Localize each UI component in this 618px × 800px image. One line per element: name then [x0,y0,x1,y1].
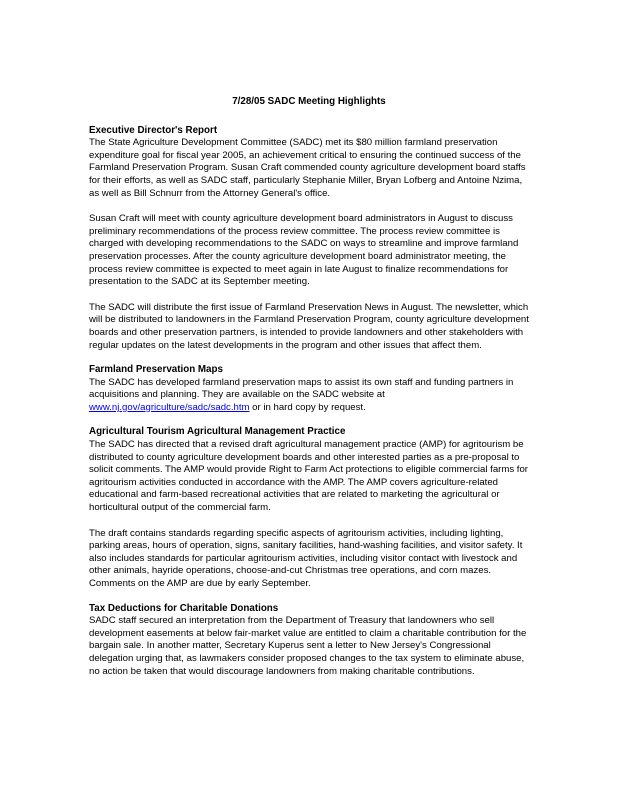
paragraph [89,377,529,415]
section-farmland-preservation-maps [89,364,529,414]
document-title: 7/28/05 SADC Meeting Highlights [232,96,386,107]
paragraph: Susan Craft will meet with county agriculture development board administrators in August to discuss preliminary recommendations of the process review committee. The process review committee is charged with developing recommendations to the SADC on ways to streamline and improve farmland preservation processes. After the county agriculture development board administrator meeting, the process review committee is expected to meet again in late August to finalize recommendations for presentation to the SADC at its September meeting. [89,213,519,288]
paragraph: The SADC will distribute the first issue of Farmland Preservation News in August. The newsletter, which will be distributed to landowners in the Farmland Preservation Program, county agriculture development boards and other preservation partners, is intended to provide landowners and other stakeholders with regular updates on the latest developments in the program and other issues that affect them. [89,301,529,351]
paragraph-text: or in hard copy by request. [249,401,366,413]
section-heading: Agricultural Tourism Agricultural Management Practice [89,426,346,438]
paragraph: SADC staff secured an interpretation from the Department of Treasury that landowners who sell development easements at below fair-market value are entitled to claim a charitable contribution for the bargain sale. In another matter, Secretary Kuperus sent a letter to New Jersey's Congressional delegation urging that, as lawmakers consider proposed changes to the tax system to eliminate abuse, no action be taken that would discourage landowners from making charitable contributions. [89,615,527,677]
section-heading: Executive Director's Report [89,124,218,136]
section-tax-deductions [89,603,529,679]
paragraph: The State Agriculture Development Committee (SADC) met its $80 million farmland preservation expenditure goal for fiscal year 2005, an achievement critical to ensuring the continued success of the Farmland Preservation Program. Susan Craft commended county agriculture development board staffs for their efforts, as well as SADC staff, particularly Stephanie Miller, Bryan Lofberg and Antoine Nzima, as well as Bill Schnurr from the Attorney General's office. [89,137,526,199]
paragraph-text: The SADC has developed farmland preservation maps to assist its own staff and funding partners in acquisitions and planning. They are available on the SADC website at [89,376,514,401]
sadc-website-link[interactable]: www.nj.gov/agriculture/sadc/sadc.htm [89,401,250,413]
paragraph: The SADC has directed that a revised draft agricultural management practice (AMP) for agritourism be distributed to county agriculture development boards and other interested parties as a pre-proposal to solicit comments. The AMP would provide Right to Farm Act protections to eligible commercial farms for agritourism activities conducted in accordance with the AMP. The AMP covers agriculture-related educational and farm-based recreational activities that are related to marketing the agricultural or horticultural output of the commercial farm. [89,439,528,514]
section-executive-directors-report [89,125,529,353]
section-heading: Tax Deductions for Charitable Donations [89,602,279,614]
section-heading: Farmland Preservation Maps [89,364,223,376]
section-agritourism-amp [89,426,529,590]
paragraph: The draft contains standards regarding specific aspects of agritourism activities, including lighting, parking areas, hours of operation, signs, sanitary facilities, hand-washing facilities, and visitor safety. It also includes standards for particular agritourism activities, including visitor contact with livestock and other animals, hayride operations, choose-and-cut Christmas tree operations, and corn mazes. Comments on the AMP are due by early September. [89,527,523,589]
document-page [89,96,529,690]
